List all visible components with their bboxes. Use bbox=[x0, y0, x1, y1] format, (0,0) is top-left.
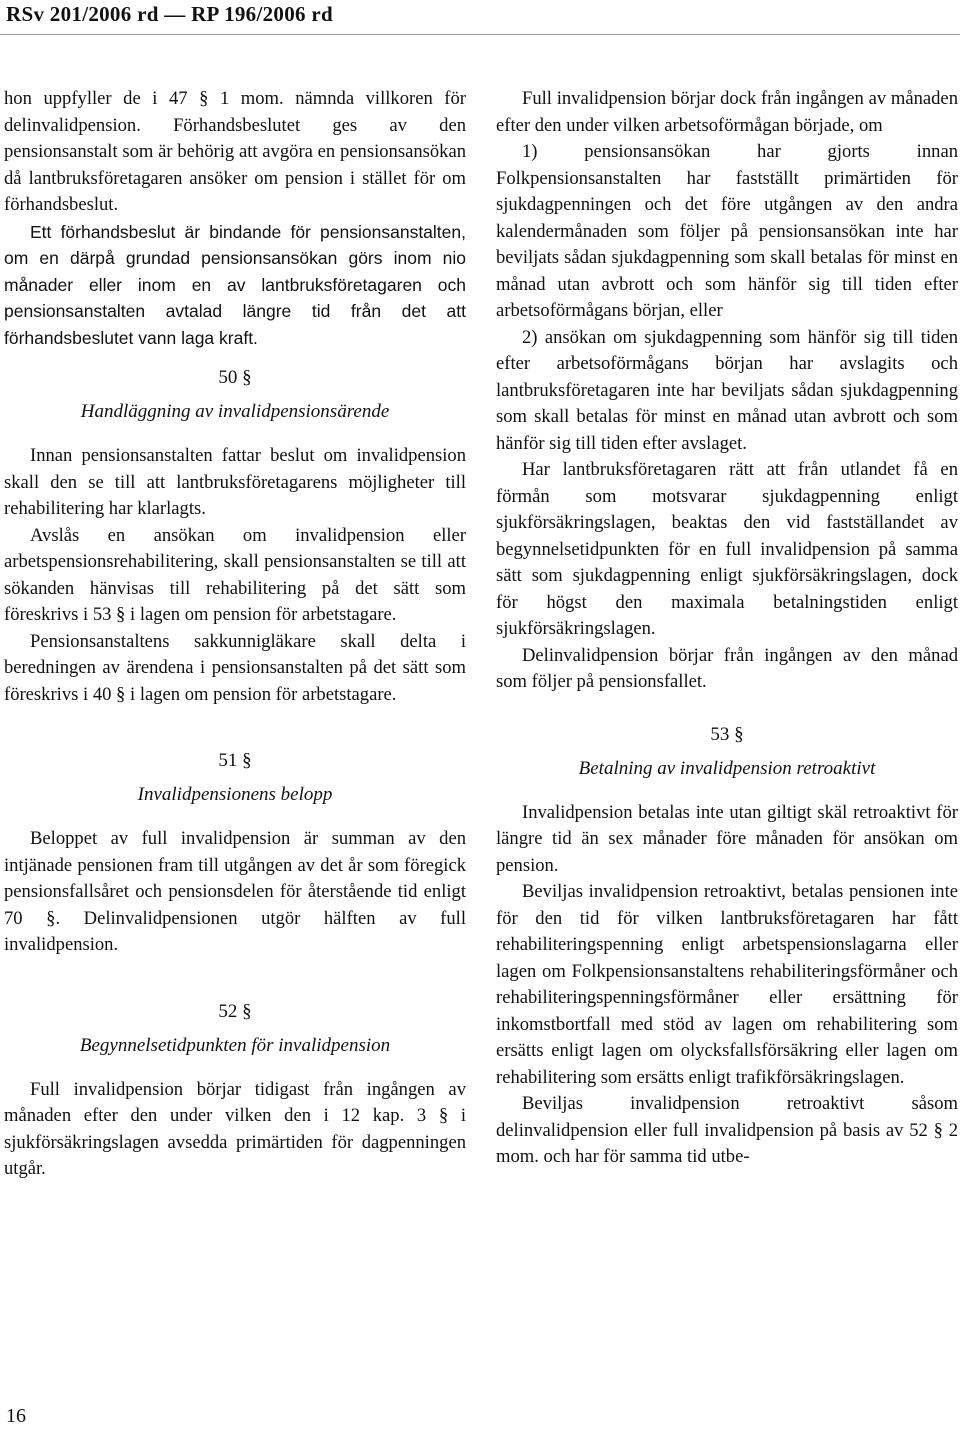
paragraph: Ett förhandsbeslut är bindande för pensionsanstalten, om en därpå grundad pensionsansökan görs inom nio månader eller inom en av lantbruksföretagaren och pensionsanstalten avtalad längre tid från det att förhandsbeslutet vann laga kraft. bbox=[4, 221, 466, 348]
section-title: Betalning av invalidpension retroaktivt bbox=[578, 757, 876, 779]
header-rule bbox=[0, 34, 960, 35]
paragraph: 2) ansökan om sjukdagpenning som hänför sig till tiden efter arbetsoförmågans början har avslagits och lantbruksföretagaren inte har beviljats sådan sjukdagpenning som skall betalas för minst en månad utan avbrott och som hänför sig till tiden efter avslaget. bbox=[496, 326, 958, 454]
section-number: 51 § bbox=[218, 750, 252, 771]
paragraph: Pensionsanstaltens sakkunnigläkare skall delta i beredningen av ärendena i pensionsanstalten på det sätt som föreskrivs i 40 § i lagen om pension för arbetstagare. bbox=[4, 630, 466, 705]
running-title: RSv 201/2006 rd — RP 196/2006 rd bbox=[6, 2, 333, 26]
section-title: Invalidpensionens belopp bbox=[137, 784, 333, 805]
paragraph: Avslås en ansökan om invalidpension eller arbetspensionsrehabilitering, skall pensionsanstalten se till att sökanden hänvisas till rehabilitering på det sätt som föreskrivs i 53 § i lagen om pension för arbetstagare. bbox=[4, 524, 466, 625]
paragraph: Delinvalidpension börjar från ingången av den månad som följer på pensionsfallet. bbox=[496, 644, 958, 692]
section-title: Begynnelsetidpunkten för invalidpension bbox=[79, 1034, 391, 1056]
paragraph: Full invalidpension börjar tidigast från ingången av månaden efter den under vilken den i 12 kap. 3 § i sjukförsäkringslagen avsedda primärtiden för dagpenningen utgår. bbox=[4, 1078, 466, 1179]
paragraph: Beviljas invalidpension retroaktivt, betalas pensionen inte för den tid för vilken lantbruksföretagaren har fått rehabiliteringspenning enligt arbetspensionslagarna eller lagen om Folkpensionsanstaltens rehabiliteringsförmåner och rehabiliteringspenningsförmåner eller ersättning för inkomstbortfall med stöd av lagen om rehabilitering som ersätts enligt lagen om olycksfallsförsäkring eller lagen om rehabilitering som ersätts enligt trafikförsäkringslagen. bbox=[496, 881, 958, 1088]
paragraph: Invalidpension betalas inte utan giltigt skäl retroaktivt för längre tid än sex månader före månaden för ansökan om pension. bbox=[496, 801, 958, 876]
paragraph: Full invalidpension börjar dock från ingången av månaden efter den under vilken arbetsoförmågan började, om bbox=[496, 88, 958, 136]
section-number: 50 § bbox=[218, 367, 252, 388]
paragraph: Beloppet av full invalidpension är summan av den intjänade pensionen fram till utgången av det år som föregick pensionsfallsåret och pensionsdelen för återstående tid enligt 70 §. Delinvalidpensionen utgör hälften av full invalidpension. bbox=[4, 828, 466, 955]
paragraph: Beviljas invalidpension retroaktivt såsom delinvalidpension eller full invalidpension på basis av 52 § 2 mom. och har för samma tid utbe- bbox=[496, 1093, 958, 1167]
page-number: 16 bbox=[6, 1405, 26, 1427]
left-column bbox=[4, 86, 466, 1183]
section-number: 52 § bbox=[218, 1000, 252, 1022]
paragraph: Innan pensionsanstalten fattar beslut om invalidpension skall den se till att lantbruksföretagarens möjligheter till rehabilitering har klarlagts. bbox=[4, 445, 466, 519]
paragraph: Har lantbruksföretagaren rätt att från utlandet få en förmån som motsvarar sjukdagpenning enligt sjukförsäkringslagen, beaktas den vid fastställandet av begynnelsetidpunkten för en full invalidpension på samma sätt som sjukdagpenning enligt sjukförsäkringslagen, dock för högst den maximala betalningstiden enligt sjukförsäkringslagen. bbox=[496, 459, 958, 639]
paragraph: 1) pensionsansökan har gjorts innan Folkpensionsanstalten har fastställt primärtiden för sjukdagpenningen och det före utgången av den andra kalendermånaden som följer på pensionsansökan inte har beviljats sådan sjukdagpenning som skall betalas för minst en månad utan avbrott och som hänför sig till tiden efter arbetsoförmågans början, eller bbox=[496, 141, 958, 321]
section-title: Handläggning av invalidpensionsärende bbox=[80, 401, 390, 422]
paragraph: hon uppfyller de i 47 § 1 mom. nämnda villkoren för delinvalidpension. Förhandsbeslutet ges av den pensionsanstalt som är behörig att avgöra en pensionsansökan då lantbruksföretagaren ansöker om pension i stället för om förhandsbeslut. bbox=[4, 88, 466, 215]
section-number: 53 § bbox=[710, 723, 744, 745]
right-column bbox=[496, 86, 958, 1171]
